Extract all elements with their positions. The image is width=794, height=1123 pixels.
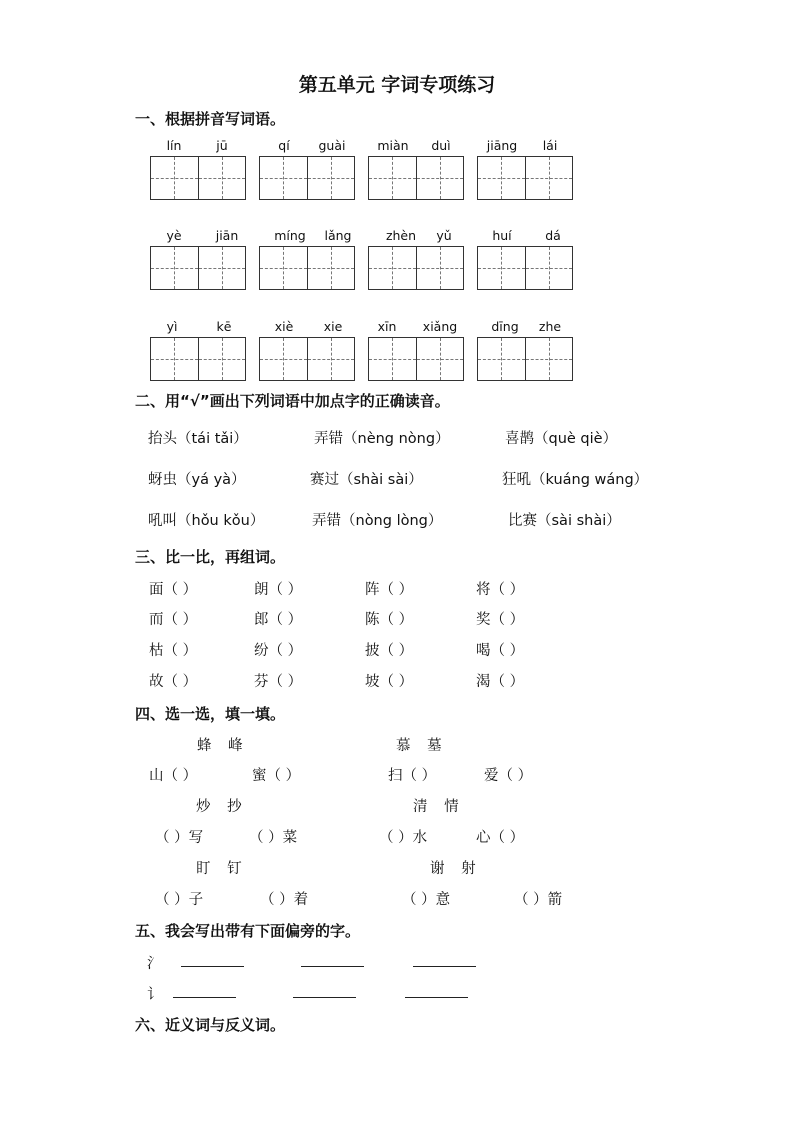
choice-item[interactable]: 狂吼（kuáng wáng） [502,472,649,488]
choice-item[interactable]: 赛过（shài sài） [310,472,423,488]
pinyin-label: jiān [215,228,239,243]
fill-blank[interactable]: 扫（ ） [388,768,437,784]
writing-grid[interactable] [368,246,464,290]
word-blank[interactable]: 渴（ ） [476,674,525,690]
word-blank[interactable]: 坡（ ） [365,674,414,690]
pinyin-label: zhe [538,319,562,334]
answer-line[interactable] [181,966,244,967]
hint-pair: 清 情 [413,799,465,815]
choice-item[interactable]: 喜鹊（què qiè） [505,431,618,447]
section-4-heading: 四、选一选，填一填。 [135,705,286,723]
fill-blank[interactable]: （ ）着 [260,892,309,908]
pinyin-label: dá [545,228,561,243]
section-6-heading: 六、近义词与反义词。 [135,1016,286,1034]
pinyin-label: qí [278,138,290,153]
hint-pair: 慕 墓 [396,738,448,754]
word-blank[interactable]: 枯（ ） [149,643,198,659]
hint-pair: 蜂 峰 [197,738,249,754]
writing-grid[interactable] [150,156,246,200]
pinyin-label: jiāng [486,138,518,153]
pinyin-label: guài [318,138,346,153]
fill-blank[interactable]: （ ）子 [155,892,204,908]
writing-grid[interactable] [259,246,355,290]
writing-grid[interactable] [150,246,246,290]
pinyin-label: xīn [377,319,397,334]
answer-line[interactable] [413,966,476,967]
choice-item[interactable]: 弄错（nèng nòng） [314,431,450,447]
word-blank[interactable]: 故（ ） [149,674,198,690]
fill-blank[interactable]: 山（ ） [149,768,198,784]
pinyin-label: huí [492,228,512,243]
pinyin-label: dīng [491,319,519,334]
writing-grid[interactable] [150,337,246,381]
writing-grid[interactable] [477,156,573,200]
pinyin-label: miàn [377,138,409,153]
pinyin-row-3 [149,319,589,335]
pinyin-label: lín [166,138,182,153]
section-3-heading: 三、比一比，再组词。 [135,548,286,566]
word-blank[interactable]: 喝（ ） [476,643,525,659]
choice-item[interactable]: 抬头（tái tǎi） [148,431,248,447]
writing-grid[interactable] [477,246,573,290]
word-blank[interactable]: 朗（ ） [254,582,303,598]
fill-blank[interactable]: （ ）水 [379,830,428,846]
hint-pair: 盯 钉 [196,861,248,877]
word-blank[interactable]: 披（ ） [365,643,414,659]
fill-blank[interactable]: （ ）写 [155,830,204,846]
pinyin-label: lǎng [324,228,352,243]
word-blank[interactable]: 芬（ ） [254,674,303,690]
choice-item[interactable]: 比赛（sài shài） [508,513,621,529]
fill-blank[interactable]: 爱（ ） [484,768,533,784]
word-blank[interactable]: 郎（ ） [254,612,303,628]
pinyin-label: xie [323,319,343,334]
choice-item[interactable]: 弄错（nòng lòng） [312,513,443,529]
section-5-heading: 五、我会写出带有下面偏旁的字。 [135,922,361,940]
pinyin-label: míng [274,228,306,243]
writing-grid[interactable] [259,156,355,200]
radical-label: 讠 [147,987,162,1003]
fill-blank[interactable]: （ ）箭 [514,892,563,908]
pinyin-label: yì [166,319,178,334]
fill-blank[interactable]: 蜜（ ） [252,768,301,784]
pinyin-label: jū [216,138,228,153]
writing-grid[interactable] [259,337,355,381]
pinyin-label: duì [431,138,451,153]
word-blank[interactable]: 面（ ） [149,582,198,598]
pinyin-row-1 [149,138,589,154]
section-2-heading: 二、用“√”画出下列词语中加点字的正确读音。 [135,392,450,410]
word-blank[interactable]: 陈（ ） [365,612,414,628]
pinyin-label: kē [216,319,232,334]
fill-blank[interactable]: （ ）菜 [249,830,298,846]
pinyin-label: xiè [274,319,294,334]
answer-line[interactable] [405,997,468,998]
answer-line[interactable] [173,997,236,998]
word-blank[interactable]: 而（ ） [149,612,198,628]
writing-grid[interactable] [368,156,464,200]
answer-line[interactable] [301,966,364,967]
choice-item[interactable]: 蚜虫（yá yà） [148,472,246,488]
section-1-heading: 一、根据拼音写词语。 [135,110,286,128]
pinyin-row-2 [149,228,589,244]
pinyin-label: yǔ [436,228,452,243]
pinyin-label: lái [542,138,558,153]
pinyin-label: yè [166,228,182,243]
word-blank[interactable]: 将（ ） [476,582,525,598]
pinyin-label: xiǎng [422,319,458,334]
answer-line[interactable] [293,997,356,998]
word-blank[interactable]: 阵（ ） [365,582,414,598]
fill-blank[interactable]: （ ）意 [402,892,451,908]
hint-pair: 炒 抄 [196,799,248,815]
hint-pair: 谢 射 [430,861,482,877]
radical-label: 氵 [147,956,162,972]
pinyin-label: zhèn [385,228,417,243]
writing-grid[interactable] [477,337,573,381]
choice-item[interactable]: 吼叫（hǒu kǒu） [148,513,265,529]
fill-blank[interactable]: 心（ ） [476,830,525,846]
word-blank[interactable]: 奖（ ） [476,612,525,628]
word-blank[interactable]: 纷（ ） [254,643,303,659]
writing-grid[interactable] [368,337,464,381]
page-title: 第五单元 字词专项练习 [298,74,496,96]
